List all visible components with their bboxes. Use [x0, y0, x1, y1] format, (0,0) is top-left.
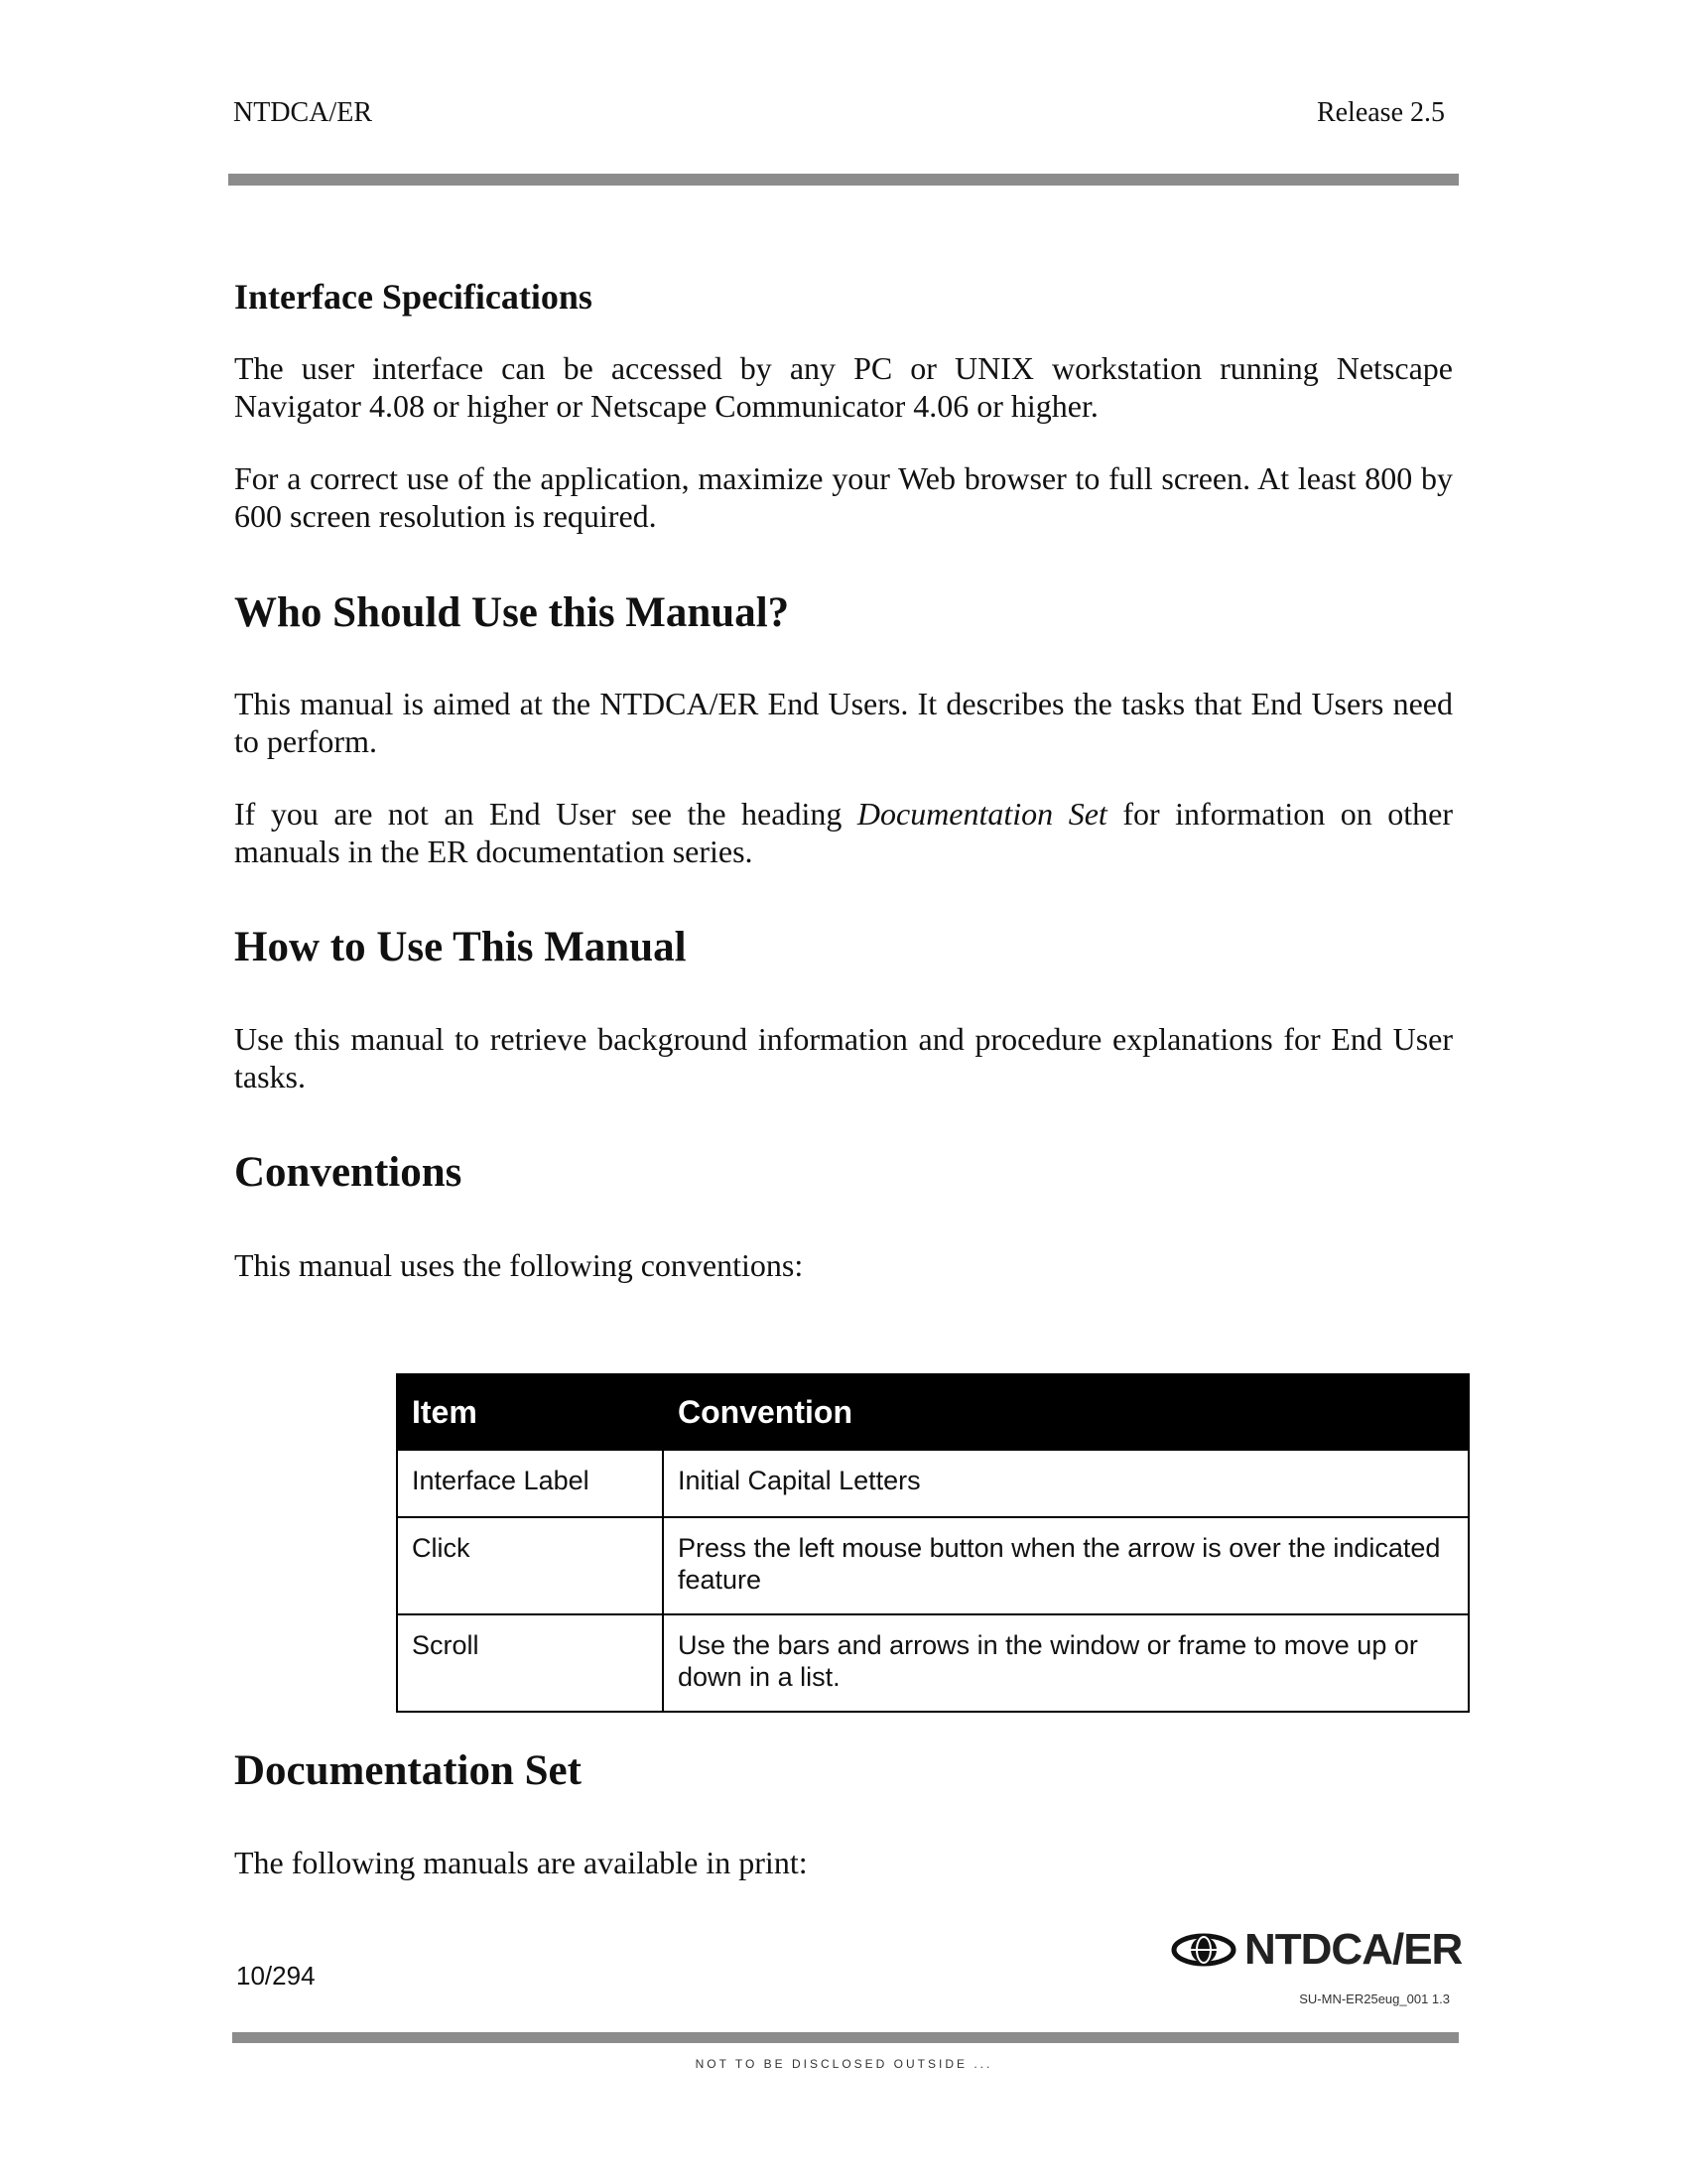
paragraph-interface-specs-2: For a correct use of the application, maximize your Web browser to full screen. At least 800 by 600 screen resolution is required.	[234, 460, 1453, 534]
paragraph-conventions-intro: This manual uses the following conventions:	[234, 1247, 804, 1283]
logo-wordmark: NTDCA/ER	[1244, 1925, 1463, 1974]
table-header-row	[397, 1374, 1469, 1450]
table-row	[397, 1614, 1469, 1712]
header-rule	[228, 174, 1459, 186]
table-header-item: Item	[397, 1374, 663, 1450]
paragraph-how-to-use-1: Use this manual to retrieve background information and procedure explanations for End User tasks.	[234, 1021, 1453, 1094]
document-code: SU-MN-ER25eug_001 1.3	[1299, 1991, 1450, 2006]
page-number: 10/294	[236, 1961, 316, 1991]
paragraph-who-text-before: If you are not an End User see the heading	[234, 796, 857, 832]
header-release: Release 2.5	[1316, 97, 1445, 128]
heading-interface-specifications: Interface Specifications	[234, 277, 592, 317]
paragraph-who-should-use-2	[234, 795, 1453, 870]
heading-how-to-use: How to Use This Manual	[234, 924, 687, 970]
table-cell-item: Interface Label	[397, 1450, 663, 1517]
heading-documentation-set: Documentation Set	[234, 1747, 582, 1794]
heading-conventions: Conventions	[234, 1149, 462, 1196]
paragraph-who-text-after: for information on other manuals in the ER documentation series.	[234, 796, 1454, 869]
table-cell-item: Scroll	[397, 1614, 663, 1712]
documentation-set-reference: Documentation Set	[856, 796, 1107, 832]
disclosure-notice: NOT TO BE DISCLOSED OUTSIDE ...	[695, 2057, 993, 2071]
paragraph-documentation-set-1: The following manuals are available in print:	[234, 1845, 808, 1880]
table-header-convention: Convention	[663, 1374, 1469, 1450]
table-cell-item: Click	[397, 1517, 663, 1614]
heading-who-should-use: Who Should Use this Manual?	[234, 589, 790, 636]
ntdca-logo	[1171, 1925, 1462, 1975]
footer-rule	[232, 2032, 1459, 2043]
table-cell-convention: Initial Capital Letters	[663, 1450, 1469, 1517]
header-left-title: NTDCA/ER	[233, 97, 372, 128]
table-row	[397, 1517, 1469, 1614]
table-cell-convention: Press the left mouse button when the arrow is over the indicated feature	[663, 1517, 1469, 1614]
paragraph-interface-specs-1: The user interface can be accessed by any PC or UNIX workstation running Netscape Navigator 4.08 or higher or Netscape Communicator 4.06 or higher.	[234, 350, 1453, 424]
table-cell-convention: Use the bars and arrows in the window or frame to move up or down in a list.	[663, 1614, 1469, 1712]
globe-logo-icon	[1171, 1927, 1236, 1973]
table-row	[397, 1450, 1469, 1517]
conventions-table	[396, 1373, 1470, 1713]
paragraph-who-should-use-1: This manual is aimed at the NTDCA/ER End Users. It describes the tasks that End Users need to perform.	[234, 686, 1453, 759]
